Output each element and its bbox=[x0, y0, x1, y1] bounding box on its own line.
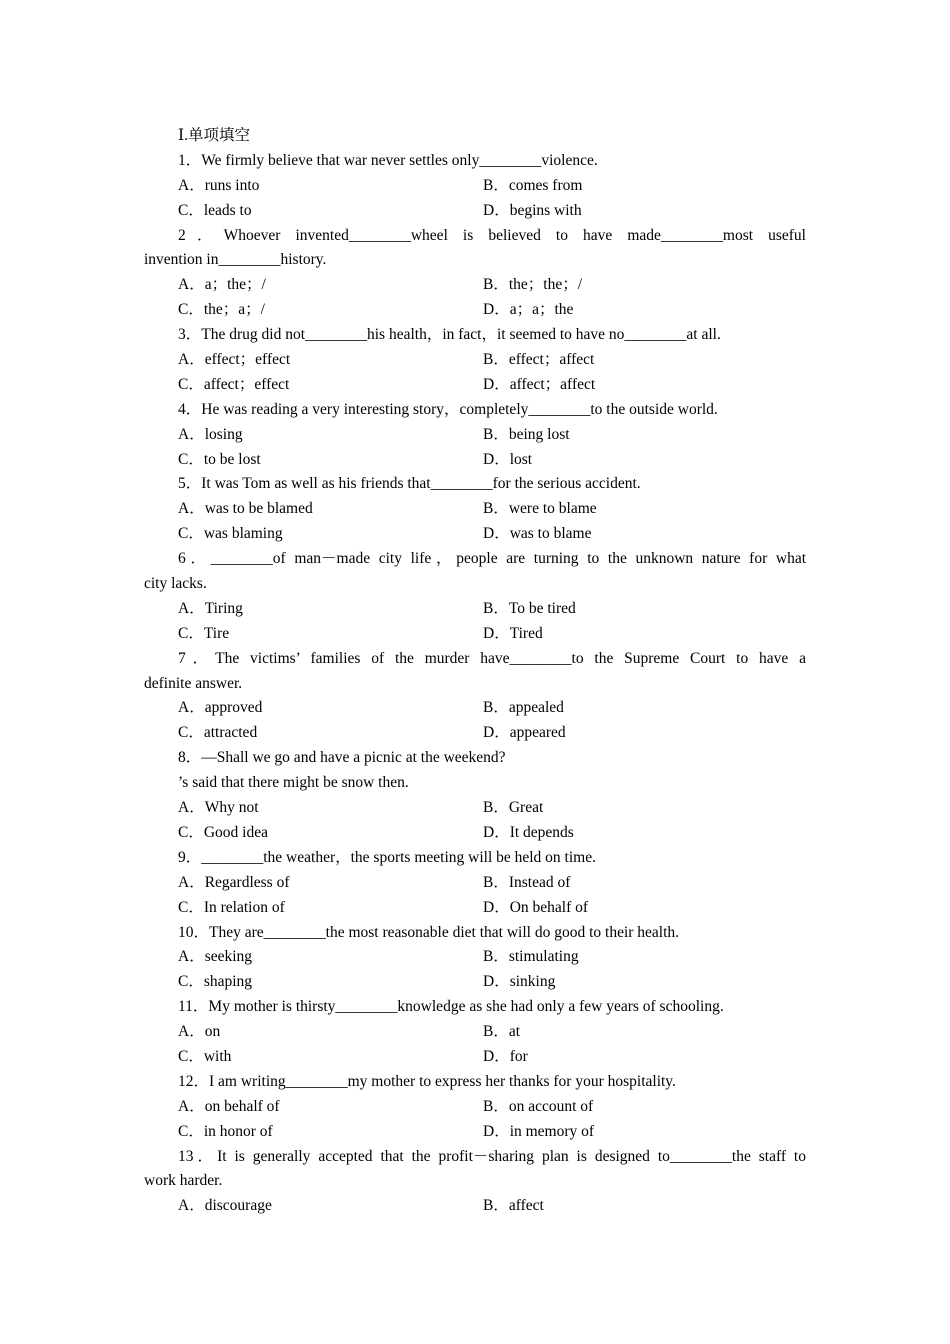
question-7-continued: definite answer. bbox=[144, 674, 243, 692]
option-d: D．It depends bbox=[483, 823, 574, 841]
option-a: A．on bbox=[178, 1023, 221, 1041]
option-a: A．Tiring bbox=[178, 599, 243, 617]
option-b: B．To be tired bbox=[483, 599, 576, 617]
options-row bbox=[144, 970, 806, 995]
option-a: A．Why not bbox=[178, 799, 259, 817]
option-b: B．Great bbox=[483, 799, 544, 817]
option-d: D．begins with bbox=[483, 201, 582, 219]
options-row bbox=[144, 1045, 806, 1070]
option-a: A．effect；effect bbox=[178, 351, 291, 369]
question-7: 7．The victims’ families of the murder have________to the Supreme Court to have a bbox=[178, 649, 806, 667]
option-a: A．on behalf of bbox=[178, 1097, 280, 1115]
option-b: B．on account of bbox=[483, 1097, 594, 1115]
option-c: C．was blaming bbox=[178, 525, 283, 543]
options-row bbox=[144, 821, 806, 846]
question-13-continued: work harder. bbox=[144, 1172, 223, 1190]
option-c: C．with bbox=[178, 1047, 232, 1065]
question-2-continued: invention in________history. bbox=[144, 251, 327, 269]
option-c: C．attracted bbox=[178, 724, 258, 742]
option-b: B．comes from bbox=[483, 176, 583, 194]
option-c: C．in honor of bbox=[178, 1122, 273, 1140]
option-b: B．effect；affect bbox=[483, 351, 595, 369]
question-4: 4．He was reading a very interesting story，completely________to the outside world. bbox=[178, 400, 718, 418]
options-row bbox=[144, 622, 806, 647]
question-8: 8．—Shall we go and have a picnic at the weekend? bbox=[178, 749, 506, 767]
question-5: 5．It was Tom as well as his friends that________for the serious accident. bbox=[178, 475, 641, 493]
option-c: C．the；a；/ bbox=[178, 301, 265, 319]
options-row bbox=[144, 497, 806, 522]
option-c: C．Tire bbox=[178, 624, 230, 642]
options-row bbox=[144, 796, 806, 821]
option-d: D．sinking bbox=[483, 973, 556, 991]
options-row bbox=[144, 945, 806, 970]
option-b: B．were to blame bbox=[483, 500, 597, 518]
option-d: D．in memory of bbox=[483, 1122, 595, 1140]
options-row bbox=[144, 423, 806, 448]
option-d: D．appeared bbox=[483, 724, 566, 742]
option-b: B．the；the；/ bbox=[483, 276, 583, 294]
option-c: C．In relation of bbox=[178, 898, 285, 916]
options-row bbox=[144, 1020, 806, 1045]
options-row bbox=[144, 348, 806, 373]
options-row bbox=[144, 597, 806, 622]
question-6-continued: city lacks. bbox=[144, 575, 207, 593]
option-b: B．stimulating bbox=[483, 948, 579, 966]
option-d: D．Tired bbox=[483, 624, 543, 642]
option-a: A．approved bbox=[178, 699, 263, 717]
options-row bbox=[144, 721, 806, 746]
options-row bbox=[144, 373, 806, 398]
question-1: 1．We firmly believe that war never settles only________violence. bbox=[178, 151, 598, 169]
option-c: C．affect；effect bbox=[178, 375, 290, 393]
option-c: C．shaping bbox=[178, 973, 253, 991]
option-a: A．seeking bbox=[178, 948, 253, 966]
question-10: 10．They are________the most reasonable diet that will do good to their health. bbox=[178, 923, 680, 941]
options-row bbox=[144, 199, 806, 224]
question-12: 12．I am writing________my mother to express her thanks for your hospitality. bbox=[178, 1072, 676, 1090]
option-a: A．discourage bbox=[178, 1197, 272, 1215]
option-d: D．affect；affect bbox=[483, 375, 596, 393]
option-b: B．affect bbox=[483, 1197, 544, 1215]
section-title: Ⅰ.单项填空 bbox=[178, 127, 250, 144]
option-a: A．a；the；/ bbox=[178, 276, 266, 294]
options-row bbox=[144, 696, 806, 721]
option-d: D．lost bbox=[483, 450, 533, 468]
options-row bbox=[144, 1194, 806, 1219]
option-b: B．being lost bbox=[483, 425, 570, 443]
option-d: D．On behalf of bbox=[483, 898, 589, 916]
question-13: 13．It is generally accepted that the profit－sharing plan is designed to________the staff to bbox=[178, 1147, 806, 1165]
option-b: B．appealed bbox=[483, 699, 564, 717]
question-6: 6．________of man－made city life，people are turning to the unknown nature for what bbox=[178, 550, 806, 568]
question-11: 11．My mother is thirsty________knowledge as she had only a few years of schooling. bbox=[178, 998, 724, 1016]
option-b: B．Instead of bbox=[483, 873, 571, 891]
option-a: A．losing bbox=[178, 425, 243, 443]
option-c: C．to be lost bbox=[178, 450, 261, 468]
options-row bbox=[144, 273, 806, 298]
option-a: A．Regardless of bbox=[178, 873, 290, 891]
options-row bbox=[144, 174, 806, 199]
option-a: A．was to be blamed bbox=[178, 500, 313, 518]
option-c: C．leads to bbox=[178, 201, 252, 219]
option-d: D．a；a；the bbox=[483, 301, 574, 319]
option-a: A．runs into bbox=[178, 176, 260, 194]
options-row bbox=[144, 871, 806, 896]
exercise-content bbox=[144, 124, 806, 1219]
options-row bbox=[144, 448, 806, 473]
option-c: C．Good idea bbox=[178, 823, 268, 841]
option-d: D．was to blame bbox=[483, 525, 592, 543]
options-row bbox=[144, 298, 806, 323]
options-row bbox=[144, 1095, 806, 1120]
option-d: D．for bbox=[483, 1047, 528, 1065]
question-9: 9．________the weather，the sports meeting will be held on time. bbox=[178, 848, 596, 866]
options-row bbox=[144, 522, 806, 547]
options-row bbox=[144, 1120, 806, 1145]
question-8-reply: ’s said that there might be snow then. bbox=[178, 774, 409, 792]
question-3: 3．The drug did not________his health，in fact，it seemed to have no________at all. bbox=[178, 326, 721, 344]
options-row bbox=[144, 896, 806, 921]
option-b: B．at bbox=[483, 1023, 521, 1041]
question-2: 2．Whoever invented________wheel is believed to have made________most useful bbox=[178, 226, 806, 244]
